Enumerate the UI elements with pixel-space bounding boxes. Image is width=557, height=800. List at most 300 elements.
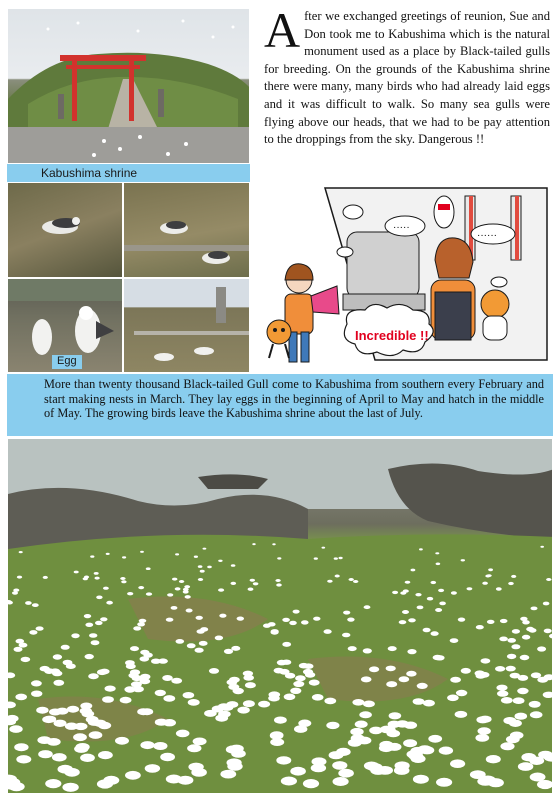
gull-dot [406, 671, 416, 677]
gull-dot [467, 587, 473, 590]
gull-dot [289, 621, 297, 625]
gull-dot [243, 700, 255, 707]
gull-dot [518, 762, 533, 771]
gull-dot [363, 701, 375, 708]
gull-dot [355, 721, 368, 728]
gull-dot [290, 767, 306, 776]
gull-dot [36, 707, 48, 714]
gull-dot [496, 587, 502, 590]
gull-dot [482, 582, 488, 585]
gull-dot [193, 738, 207, 746]
gull-dot [89, 633, 97, 638]
gull-dot [100, 617, 107, 621]
gull-dot [97, 779, 113, 788]
gull-dot [52, 753, 67, 761]
gull-dot [85, 654, 94, 659]
gull-dot [447, 695, 459, 702]
gull-dot [405, 581, 411, 584]
gull-dot [276, 583, 282, 586]
gull-dot [231, 564, 236, 567]
gull-dot [65, 723, 78, 730]
gull-dot [450, 638, 459, 643]
gull-dot [487, 620, 495, 624]
gull-dot [298, 720, 311, 727]
gull-dot [188, 699, 200, 706]
gull-dot [508, 582, 514, 585]
gull-dot [277, 557, 281, 559]
gull-dot [333, 777, 349, 786]
gull-dot [312, 757, 327, 765]
gull-dot [347, 618, 354, 622]
gull-dot [407, 649, 416, 654]
gull-dot [14, 647, 23, 652]
gull-dot [198, 565, 203, 568]
gull-dot [127, 592, 133, 595]
gull-dot [544, 629, 552, 634]
gull-dot [71, 633, 79, 638]
gull-dot [102, 696, 114, 703]
gull-dot [495, 666, 505, 672]
gull-dot [176, 730, 190, 738]
gull-dot [451, 591, 457, 594]
gull-dot [62, 783, 78, 792]
gull-dot [282, 618, 290, 622]
gull-dot [32, 603, 39, 607]
gull-dot [175, 553, 179, 555]
gull-dot [517, 688, 528, 694]
gull-dot [537, 677, 548, 683]
gull-dot [348, 646, 357, 651]
gull-dot [29, 630, 37, 635]
gull-dot [163, 695, 175, 702]
gull-dot [271, 629, 279, 634]
gull-dot [399, 676, 410, 682]
gull-dot [42, 716, 55, 723]
gull-colony-photo [7, 438, 553, 794]
gull-dot [500, 619, 508, 623]
shrine-grounds-photo [123, 278, 250, 373]
gull-dot [166, 618, 174, 622]
gull-dot [285, 673, 295, 679]
gull-dot [19, 551, 23, 553]
intro-drop-cap: A [264, 2, 301, 58]
gull-dot [38, 750, 53, 758]
gull-dot [90, 555, 94, 557]
gull-dot [120, 697, 132, 704]
gull-dot [95, 577, 100, 580]
gull-dot [510, 732, 524, 740]
gull-dot [146, 592, 152, 595]
gull-dot [275, 579, 280, 582]
gull-dot [120, 577, 125, 580]
shrine-caption: Kabushima shrine [41, 166, 138, 180]
gull-dot [179, 580, 184, 583]
gull-dot [183, 692, 195, 698]
gull-dot [160, 753, 175, 761]
gull-dot [543, 602, 550, 606]
gull-dot [209, 668, 219, 674]
gull-dot [67, 706, 79, 713]
gull-dot [299, 663, 309, 669]
gull-dot [31, 680, 42, 686]
gull-dot [439, 602, 446, 606]
gull-dot [237, 617, 244, 621]
gull-dot [140, 741, 154, 749]
gull-dot [141, 708, 153, 715]
gull-dot [84, 576, 89, 579]
gull-dot [231, 582, 237, 585]
gull-dot [436, 778, 452, 787]
gull-dot [450, 677, 461, 683]
gull-dot [199, 641, 208, 646]
intro-text: fter we exchanged greetings of reunion, Sue and Don took me to Kabushima which is the natural monument used as a place by Black-tailed gulls for breeding. On the grounds of the Kabushima shrine there were many, many birds who had already laid eggs and it was difficult to walk. So many sea gulls were flying above our heads, that we had to be pay attention to the droppings from the sky. Dangerous !! [264, 9, 550, 147]
gull-dot [530, 711, 543, 718]
gull-dot [352, 699, 364, 706]
gull-dot [231, 646, 240, 651]
gull-dot [94, 572, 99, 575]
gull-dot [175, 587, 181, 590]
gull-dot [538, 751, 553, 759]
gull-illustration-4 [124, 279, 250, 373]
gull-dot [438, 589, 444, 592]
gull-dot [196, 616, 203, 620]
gull-dot [91, 640, 100, 645]
gull-dot [54, 720, 67, 727]
gull-dot [423, 700, 435, 707]
gull-dot [511, 644, 520, 649]
shrine-photo [7, 8, 250, 164]
gull-dot [335, 575, 340, 578]
gull-dot [389, 712, 402, 719]
gull-dot [122, 556, 126, 558]
gull-dot [140, 551, 144, 553]
gull-dot [80, 754, 95, 762]
gull-dot [334, 557, 338, 559]
gull-dot [456, 690, 467, 696]
gull-dot [172, 578, 177, 581]
gull-dot [277, 660, 287, 666]
gull-dot [151, 659, 161, 664]
gull-dot [510, 673, 520, 679]
gull-dot [43, 576, 48, 579]
gull-dot [243, 675, 254, 681]
gull-dot [290, 688, 301, 694]
gull-dot [511, 575, 516, 578]
gull-dot [314, 557, 318, 559]
gull-dot [140, 674, 151, 680]
gull-dot [224, 649, 233, 654]
gull-dot [155, 690, 166, 696]
gull-dot [166, 775, 182, 784]
gull-dot [47, 738, 61, 746]
gull-dot [183, 590, 189, 593]
gull-dot [98, 722, 111, 729]
gull-dot [282, 642, 291, 647]
gull-dot [486, 755, 501, 763]
gull-dot [501, 697, 513, 704]
gull-dot [74, 571, 79, 574]
gull-dot [369, 666, 379, 672]
gull-dot [522, 635, 530, 640]
gull-dot [121, 580, 126, 583]
gull-dot [85, 623, 93, 627]
exclaim-text: Incredible !! [355, 328, 429, 343]
gull-dot [497, 690, 508, 696]
gull-dot [219, 614, 226, 618]
gull-dot [218, 588, 224, 591]
gull-dot [272, 543, 275, 545]
gull-dot [269, 691, 281, 697]
gull-dot [61, 645, 70, 650]
gull-dot [301, 620, 309, 624]
gull-dot [207, 566, 212, 569]
gull-dot [520, 655, 530, 660]
gull-dot [312, 694, 324, 701]
gull-dot [343, 611, 350, 615]
gull-nest-photo-2 [123, 182, 250, 278]
gull-dot [512, 629, 520, 634]
gull-dot [218, 560, 222, 562]
gull-dot [363, 648, 372, 653]
gull-dot [130, 646, 139, 651]
gull-dot [293, 610, 300, 614]
egg-caption: Egg [57, 355, 77, 367]
gull-dot [480, 776, 496, 785]
gull-dot [327, 580, 332, 583]
gull-dot [88, 673, 99, 679]
gull-dot [313, 617, 320, 621]
gull-dot [369, 727, 382, 735]
gull-dot [143, 653, 152, 658]
gull-dot [475, 734, 489, 742]
gull-dot [258, 701, 270, 708]
gull-dot [105, 686, 116, 692]
dots-left: ····· [393, 222, 410, 233]
gull-dot [431, 581, 437, 584]
gull-dot [423, 628, 431, 633]
gull-dot [270, 732, 284, 740]
gull-dot [435, 552, 439, 554]
gull-dot [295, 675, 306, 681]
gull-dot [17, 576, 22, 579]
gull-dot [66, 663, 76, 669]
gull-dot [324, 629, 332, 634]
gull-dot [353, 580, 358, 583]
gull-dot [13, 589, 19, 592]
gull-dot [415, 593, 421, 596]
gull-dot [252, 543, 255, 545]
gull-dot [16, 755, 31, 763]
gull-dot [411, 569, 416, 572]
gull-dot [185, 595, 191, 599]
gull-dot [268, 622, 276, 626]
dots-right: ······ [477, 230, 497, 241]
gull-dot [520, 617, 527, 621]
gull-nest-photo-1 [7, 182, 123, 278]
gull-dot [73, 733, 87, 741]
gull-dot [250, 579, 255, 582]
gull-dot [386, 666, 396, 672]
gull-dot [237, 707, 249, 714]
gull-dot [431, 631, 439, 636]
gull-dot [361, 676, 372, 682]
gull-dot [84, 614, 91, 618]
gull-dot [546, 578, 551, 581]
gull-dot [125, 771, 141, 780]
gull-dot [387, 730, 401, 738]
gull-dot [194, 556, 198, 558]
gull-dot [163, 719, 176, 726]
gull-dot [322, 547, 326, 549]
shrine-caption-bar [7, 164, 250, 182]
gull-dot [488, 568, 493, 571]
gull-dot [332, 761, 347, 770]
gull-dot [409, 752, 424, 760]
gull-dot [204, 710, 217, 717]
gull-dot [64, 768, 80, 777]
gull-dot [400, 591, 406, 594]
gull-dot [145, 764, 160, 773]
gull-illustration-1 [8, 183, 123, 278]
gull-dot [439, 747, 453, 755]
gull-dot [253, 582, 259, 585]
gull-dot [433, 655, 443, 660]
gull-dot [413, 698, 425, 705]
gull-dot [218, 711, 231, 718]
gull-dot [162, 675, 173, 681]
gull-dot [427, 597, 433, 601]
gull-dot [388, 646, 397, 651]
gull-dot [171, 678, 182, 684]
gull-dot [96, 596, 102, 600]
gull-dot [461, 668, 471, 674]
gull-dot [50, 668, 60, 674]
shrine-illustration [8, 9, 250, 164]
gull-dot [509, 720, 522, 727]
gull-dot [184, 585, 190, 588]
gull-dot [197, 629, 205, 634]
gull-dot [342, 633, 350, 638]
gull-dot [176, 639, 185, 644]
gull-dot [80, 708, 92, 715]
gull-dot [146, 567, 151, 570]
gull-dot [227, 679, 238, 685]
gull-dot [413, 775, 429, 784]
gull-dot [187, 744, 201, 752]
gull-dot [227, 758, 242, 767]
gull-dot [476, 625, 484, 629]
gull-dot [359, 711, 372, 718]
gull-dot [529, 628, 537, 633]
gull-dot [45, 779, 61, 788]
gull-dot [461, 559, 465, 561]
gull-dot [399, 620, 407, 624]
gull-dot [284, 694, 296, 701]
gull-dot [506, 666, 516, 672]
gull-dot [128, 673, 138, 679]
gull-dot [396, 720, 409, 727]
gull-dot [245, 682, 256, 688]
gull-dot [8, 782, 24, 791]
gull-dot [515, 713, 528, 720]
gull-dot [364, 762, 379, 771]
gull-dot [417, 683, 428, 689]
gull-dot [386, 681, 397, 687]
gull-dot [167, 593, 173, 596]
gull-dot [521, 753, 536, 761]
gull-dot [215, 636, 223, 641]
gull-dot [499, 637, 508, 642]
gull-dot [31, 691, 42, 697]
gull-dot [303, 669, 313, 675]
gull-dot [507, 654, 516, 659]
gull-dot [392, 591, 398, 594]
gull-dot [500, 742, 514, 750]
intro-paragraph [264, 2, 550, 149]
gull-illustration-2 [124, 183, 250, 278]
gull-dot [537, 646, 546, 651]
gull-dot [56, 708, 68, 715]
gull-dot [106, 601, 113, 605]
gull-dot [186, 609, 193, 613]
gull-dot [507, 638, 516, 643]
gull-dot [326, 722, 339, 729]
gull-dot [394, 766, 410, 775]
gull-dot [513, 697, 525, 704]
egg-caption-bar [52, 355, 82, 369]
gull-dot [455, 711, 468, 718]
gull-dot [106, 553, 110, 555]
gull-dot [95, 621, 103, 625]
gull-dot [529, 701, 541, 708]
gull-dot [349, 578, 354, 581]
gull-dot [458, 618, 465, 622]
gull-dot [171, 606, 178, 610]
gull-dot [377, 766, 393, 775]
gull-dot [53, 654, 62, 659]
gull-dot [435, 608, 442, 612]
gull-dot [419, 548, 423, 550]
gull-dot [420, 746, 434, 754]
gull-dot [36, 626, 44, 630]
gull-dot [89, 731, 103, 739]
gull-dot [324, 698, 336, 705]
gull-dot [153, 742, 167, 750]
gull-dot [531, 607, 538, 611]
gull-dot [21, 657, 31, 662]
gull-dot [124, 686, 135, 692]
gull-dot [74, 745, 88, 753]
gull-dot [329, 751, 344, 759]
gull-dot [15, 694, 27, 701]
gull-dot [274, 717, 287, 724]
gull-dot [200, 570, 205, 573]
gull-dot [187, 643, 196, 648]
gull-dot [402, 610, 409, 614]
gull-dot [487, 574, 492, 577]
gull-dot [478, 727, 491, 735]
gull-dot [133, 626, 141, 630]
gull-dot [139, 619, 147, 623]
gull-dot [350, 728, 363, 736]
gull-dot [309, 680, 320, 686]
gull-dot [195, 648, 204, 653]
gull-dot [537, 780, 553, 789]
gull-dot [281, 777, 297, 786]
gull-dot [276, 756, 291, 764]
gull-dot [540, 546, 544, 548]
gull-dot [476, 673, 486, 679]
